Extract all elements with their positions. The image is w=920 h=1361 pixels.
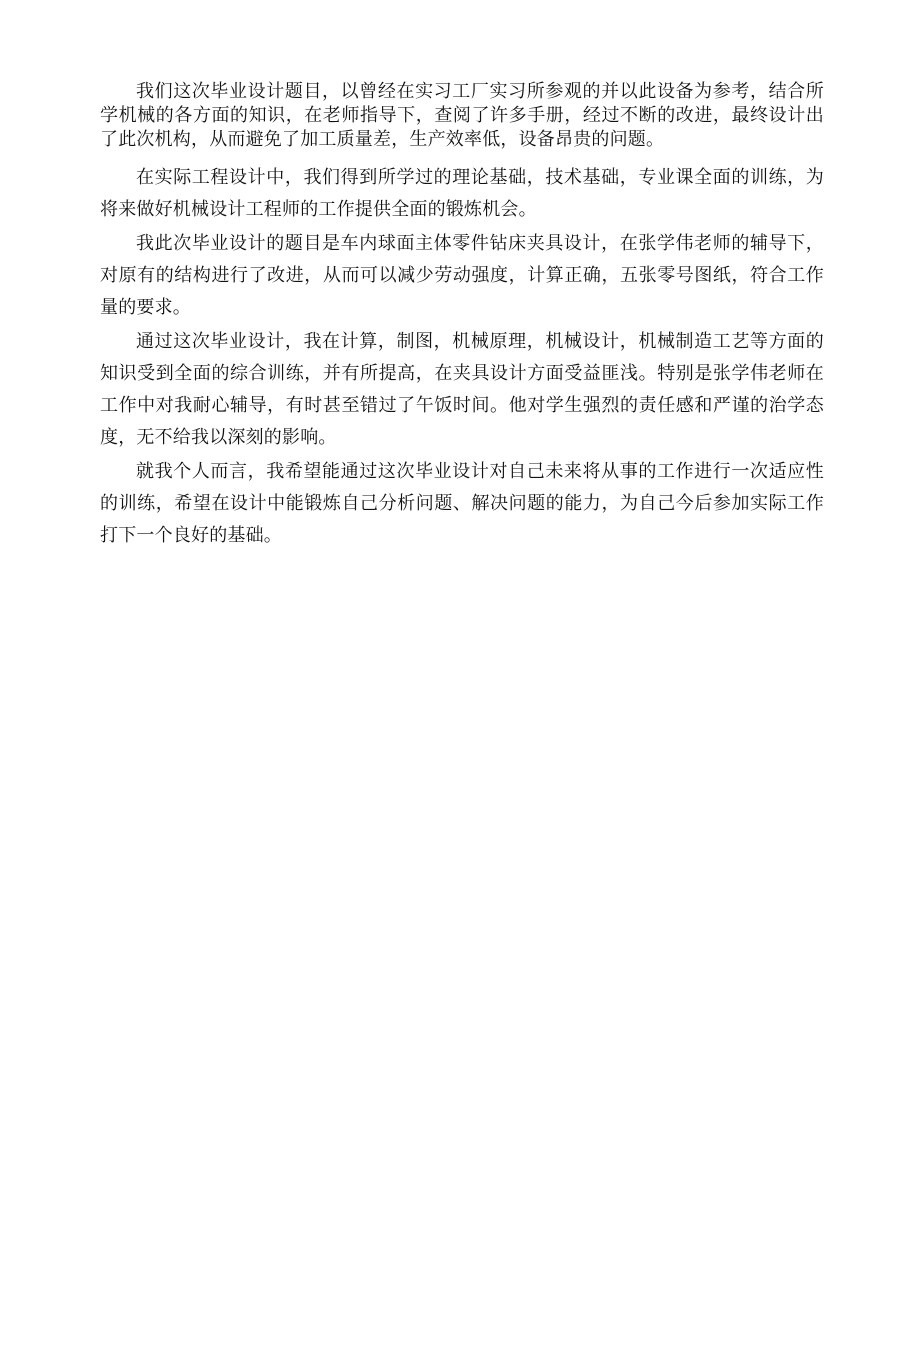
paragraph-2: 在实际工程设计中，我们得到所学过的理论基础，技术基础，专业课全面的训练，为将来做好机械设计工程师的工作提供全面的锻炼机会。 xyxy=(100,167,824,220)
paragraph-4: 通过这次毕业设计，我在计算，制图，机械原理，机械设计，机械制造工艺等方面的知识受到全面的综合训练，并有所提高，在夹具设计方面受益匪浅。特别是张学伟老师在工作中对我耐心辅导，有时甚至错过了午饭时间。他对学生强烈的责任感和严谨的治学态度，无不给我以深刻的影响。 xyxy=(100,331,824,448)
paragraph-5: 就我个人而言，我希望能通过这次毕业设计对自己未来将从事的工作进行一次适应性的训练，希望在设计中能锻炼自己分析问题、解决问题的能力，为自己今后参加实际工作打下一个良好的基础。 xyxy=(100,461,824,546)
document-body xyxy=(100,80,824,554)
paragraph-3: 我此次毕业设计的题目是车内球面主体零件钻床夹具设计，在张学伟老师的辅导下，对原有的结构进行了改进，从而可以减少劳动强度，计算正确，五张零号图纸，符合工作量的要求。 xyxy=(100,233,824,318)
paragraph-1: 我们这次毕业设计题目，以曾经在实习工厂实习所参观的并以此设备为参考，结合所学机械的各方面的知识，在老师指导下，查阅了许多手册，经过不断的改进，最终设计出了此次机构，从而避免了加工质量差，生产效率低，设备昂贵的问题。 xyxy=(100,81,824,150)
